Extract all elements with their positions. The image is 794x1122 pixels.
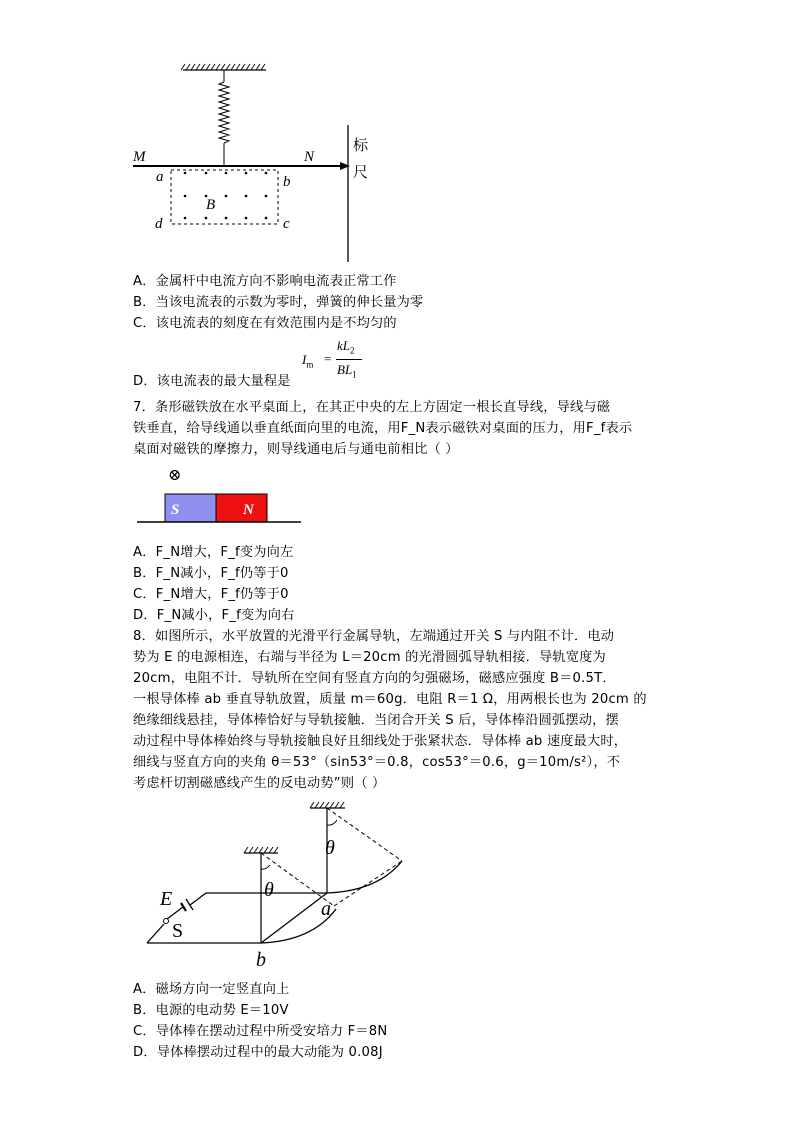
label-N: N [304,149,315,165]
label-a: a [156,169,164,185]
magnet-n-pole [216,494,267,522]
figure-spring-ammeter [0,0,794,280]
q8-option-c: C．导体棒在摆动过程中所受安培力 F＝8N [133,1024,388,1039]
q7-option-b: B．F_N减小，F_f仍等于0 [133,566,289,581]
scale-label-2: 尺 [353,163,369,181]
scale-label-1: 标 [353,136,369,154]
label-S: S [172,920,184,942]
q8-stem-line-2: 势为 E 的电源相连，右端与半径为 L＝20cm 的光滑圆弧导轨相接．导轨宽度为 [133,650,606,665]
q7-stem-line-1: 7．条形磁铁放在水平桌面上，在其正中央的左上方固定一根长直导线，导线与磁 [133,400,611,415]
label-b: b [256,949,266,971]
q6-option-d: D．该电流表的最大量程是 [133,374,291,389]
q8-stem-line-5: 绝缘细线悬挂，导体棒恰好与导轨接触．当闭合开关 S 后，导体棒沿圆弧摆动，摆 [133,713,619,728]
q7-stem-line-2: 铁垂直，给导线通以垂直纸面向里的电流，用F_N表示磁铁对桌面的压力，用F_f表示 [133,421,633,436]
label-a: a [321,898,331,920]
q7-option-d: D．F_N减小，F_f变为向右 [133,608,295,623]
field-region [171,170,278,224]
q8-stem-line-3: 20cm，电阻不计．导轨所在空间有竖直方向的匀强磁场，磁感应强度 B＝0.5T． [133,671,616,686]
q7-option-a: A．F_N增大，F_f变为向左 [133,545,294,560]
figure-rail-pendulum [0,795,794,975]
label-E: E [160,888,173,910]
q7-option-c: C．F_N增大，F_f仍等于0 [133,587,289,602]
magnet-s-label: S [171,502,180,518]
figure-magnet [0,460,794,540]
q8-stem-line-6: 动过程中导体棒始终与导轨接触良好且细线处于张紧状态．导体棒 ab 速度最大时， [133,734,628,749]
q6-option-b: B．当该电流表的示数为零时，弹簧的伸长量为零 [133,295,424,310]
q8-option-a: A．磁场方向一定竖直向上 [133,982,290,997]
spring [219,82,229,143]
q8-option-d: D．导体棒摆动过程中的最大动能为 0.08J [133,1045,383,1060]
q8-stem-line-7: 细线与竖直方向的夹角 θ＝53°（sin53°＝0.8，cos53°＝0.6，g＝10m/s²），不 [133,755,621,770]
label-theta-lower: θ [264,879,274,901]
q8-option-b: B．电源的电动势 E＝10V [133,1003,289,1018]
label-M: M [133,149,146,165]
q6-option-c: C．该电流表的刻度在有效范围内是不均匀的 [133,316,397,331]
label-b: b [283,174,291,190]
q8-stem-line-4: 一根导体棒 ab 垂直导轨放置，质量 m＝60g．电阻 R＝1 Ω，用两根长也为 20cm 的 [133,692,647,707]
q6-formula: $I_m$ = $kL_2$ $BL_1$ [300,338,370,384]
label-d: d [155,216,163,232]
wire-into-page-icon: ⊗ [168,467,182,484]
q8-stem-line-8: 考虑杆切割磁感线产生的反电动势”则（ ） [133,776,386,791]
q8-stem-line-1: 8．如图所示，水平放置的光滑平行金属导轨，左端通过开关 S 与内阻不计．电动 [133,629,615,644]
label-c: c [283,216,290,232]
q7-stem-line-3: 桌面对磁铁的摩擦力，则导线通电后与通电前相比（ ） [133,442,459,457]
q6-option-a: A．金属杆中电流方向不影响电流表正常工作 [133,274,397,289]
label-theta-upper: θ [325,837,335,859]
magnet-n-label: N [243,502,254,518]
label-B: B [206,197,216,213]
